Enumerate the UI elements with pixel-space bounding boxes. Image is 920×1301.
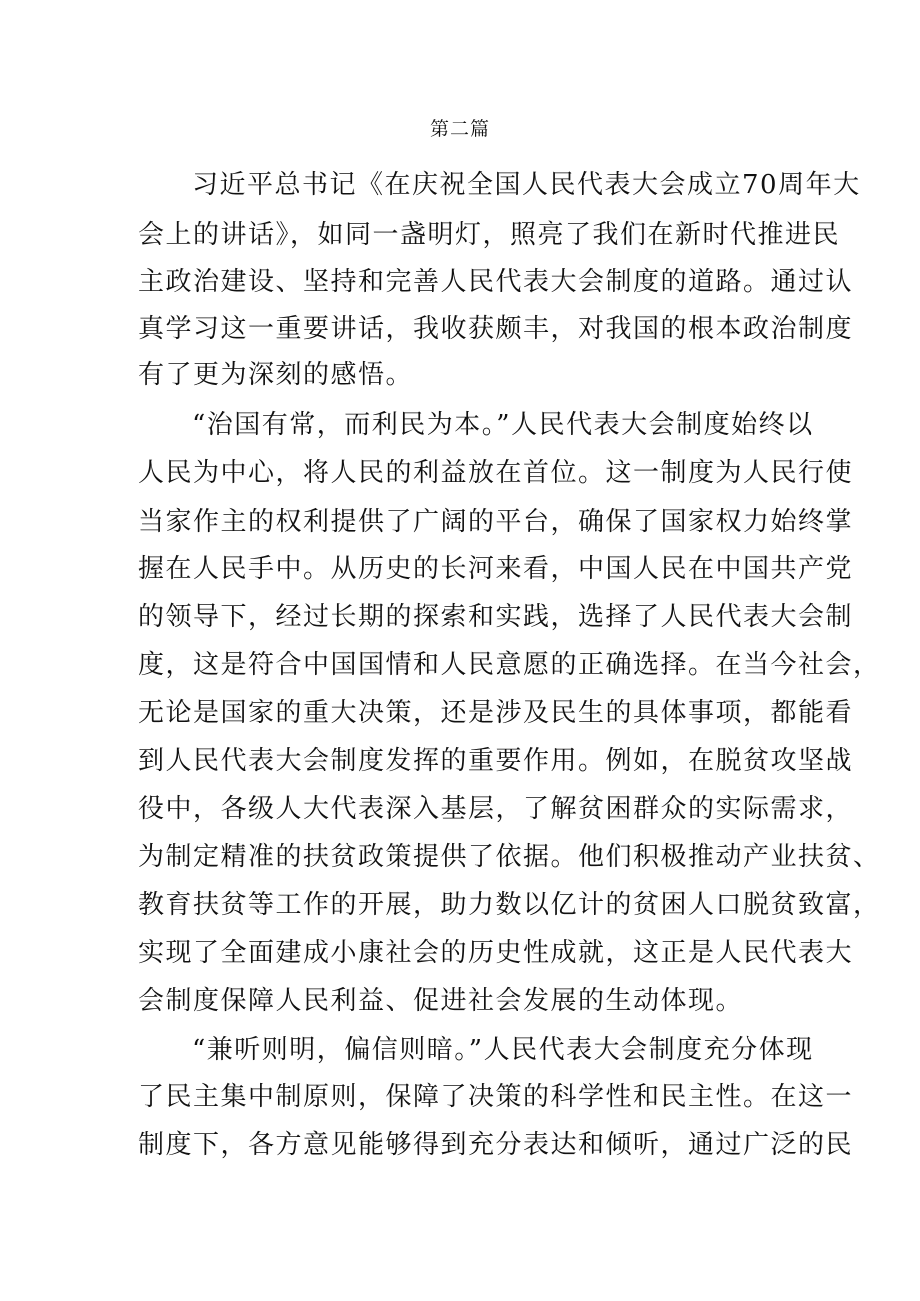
paragraph-2-line-10: 为制定精准的扶贫政策提供了依据。他们积极推动产业扶贫、 <box>138 842 881 872</box>
paragraph-1-line-4: 真学习这一重要讲话，我收获颇丰，对我国的根本政治制度 <box>138 314 854 344</box>
paragraph-1-line-5: 有了更为深刻的感悟。 <box>138 360 414 390</box>
paragraph-2-line-5: 的领导下，经过长期的探索和实践，选择了人民代表大会制 <box>138 602 854 632</box>
paragraph-1-line-3: 主政治建设、坚持和完善人民代表大会制度的道路。通过认 <box>138 267 854 297</box>
paragraph-2-line-9: 役中，各级人大代表深入基层，了解贫困群众的实际需求， <box>138 794 854 824</box>
paragraph-3-line-2: 了民主集中制原则，保障了决策的科学性和民主性。在这一 <box>138 1082 854 1112</box>
paragraph-2-line-12: 实现了全面建成小康社会的历史性成就，这正是人民代表大 <box>138 938 854 968</box>
paragraph-2-line-11: 教育扶贫等工作的开展，助力数以亿计的贫困人口脱贫致富， <box>138 890 881 920</box>
paragraph-2-line-6: 度，这是符合中国国情和人民意愿的正确选择。在当今社会， <box>138 650 881 680</box>
paragraph-2-line-2: 人民为中心，将人民的利益放在首位。这一制度为人民行使 <box>138 458 854 488</box>
paragraph-2-line-8: 到人民代表大会制度发挥的重要作用。例如，在脱贫攻坚战 <box>138 746 854 776</box>
paragraph-2-line-7: 无论是国家的重大决策，还是涉及民生的具体事项，都能看 <box>138 698 854 728</box>
document-title: 第二篇 <box>429 118 490 140</box>
paragraph-2-line-3: 当家作主的权利提供了广阔的平台，确保了国家权力始终掌 <box>138 507 854 537</box>
paragraph-1-line-1: 习近平总书记《在庆祝全国人民代表大会成立70周年大 <box>192 170 861 200</box>
paragraph-3-line-1: “兼听则明，偏信则暗。”人民代表大会制度充分体现 <box>192 1035 814 1065</box>
paragraph-2-line-13: 会制度保障人民利益、促进社会发展的生动体现。 <box>138 986 744 1016</box>
paragraph-2-line-4: 握在人民手中。从历史的长河来看，中国人民在中国共产党 <box>138 554 854 584</box>
paragraph-1-line-2: 会上的讲话》，如同一盏明灯，照亮了我们在新时代推进民 <box>138 220 841 250</box>
paragraph-2-line-1: “治国有常，而利民为本。”人民代表大会制度始终以 <box>192 410 814 440</box>
paragraph-3-line-3: 制度下，各方意见能够得到充分表达和倾听，通过广泛的民 <box>138 1130 854 1160</box>
